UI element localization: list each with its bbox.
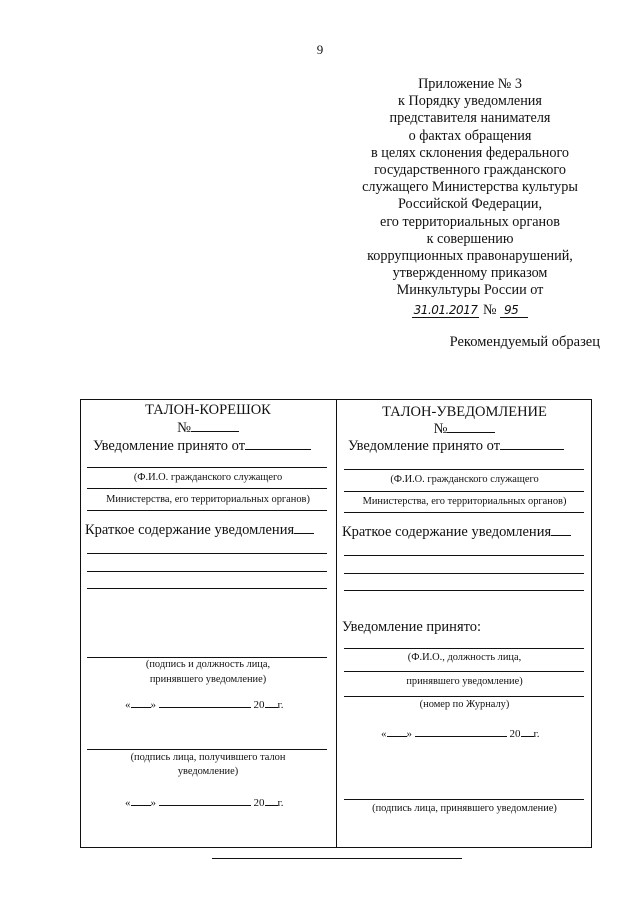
- stub-summary-line[interactable]: [87, 553, 327, 554]
- stub-ministry-line[interactable]: [87, 488, 327, 489]
- stub-number-blank[interactable]: [191, 419, 239, 432]
- month-blank[interactable]: [159, 697, 251, 708]
- quote-close: »: [150, 797, 156, 809]
- year-suffix: г.: [533, 728, 540, 740]
- notice-extra-line[interactable]: [344, 512, 584, 513]
- notice-fio-position-caption: (Ф.И.О., должность лица,: [407, 652, 522, 663]
- stub-date-2: [125, 795, 284, 809]
- notice-ministry-line[interactable]: [344, 491, 584, 492]
- stub-summary-blank[interactable]: [294, 521, 314, 534]
- notice-summary-line[interactable]: [344, 590, 584, 591]
- stub-number-label: №: [177, 420, 191, 436]
- sample-label: Рекомендуемый образец: [449, 334, 600, 350]
- notice-date: [381, 726, 540, 740]
- appendix-line: Российской Федерации,: [397, 196, 542, 213]
- stub-summary-line[interactable]: [87, 571, 327, 572]
- notice-number: [337, 420, 592, 438]
- stub-summary: [85, 521, 314, 539]
- stub-received-from-label: Уведомление принято от: [93, 438, 246, 454]
- appendix-line: служащего Министерства культуры: [362, 179, 578, 196]
- month-blank[interactable]: [415, 726, 507, 737]
- notice-received-from: [348, 437, 564, 455]
- appendix-line: его территориальных органов: [380, 213, 560, 230]
- stub-receiver-caption: уведомление): [177, 766, 239, 777]
- quote-open: «: [381, 728, 387, 740]
- notice-accepted-by-caption: принявшего уведомление): [406, 676, 523, 687]
- stub-signature-line[interactable]: [87, 657, 327, 658]
- page-bottom-line: [212, 858, 462, 859]
- order-date-number: [330, 302, 610, 319]
- appendix-line: коррупционных правонарушений,: [367, 248, 573, 265]
- year-suffix: г.: [277, 699, 284, 711]
- stub-fio-line[interactable]: [87, 467, 327, 468]
- stub-received-from-blank[interactable]: [245, 437, 311, 450]
- appendix-line: о фактах обращения: [408, 127, 532, 144]
- notice-ministry-caption: Министерства, его территориальных органов): [362, 496, 567, 507]
- year-prefix: 20: [509, 728, 521, 740]
- notice-column: [337, 399, 592, 848]
- day-blank[interactable]: [131, 697, 151, 708]
- stub-title: ТАЛОН-КОРЕШОК: [145, 402, 271, 418]
- year-blank[interactable]: [265, 795, 278, 806]
- quote-open: «: [125, 797, 131, 809]
- day-blank[interactable]: [387, 726, 407, 737]
- year-suffix: г.: [277, 797, 284, 809]
- stub-fio-caption: (Ф.И.О. гражданского служащего: [133, 472, 283, 483]
- notice-number-blank[interactable]: [447, 420, 495, 433]
- notice-accepted-by-line[interactable]: [344, 671, 584, 672]
- month-blank[interactable]: [159, 795, 251, 806]
- appendix-line: к совершению: [426, 230, 514, 247]
- quote-close: »: [406, 728, 412, 740]
- appendix-header: [330, 76, 610, 319]
- stub-receiver-caption: (подпись лица, получившего талон: [130, 752, 286, 763]
- notice-fio-line[interactable]: [344, 469, 584, 470]
- notice-number-label: №: [433, 421, 448, 437]
- notice-signature-caption: (подпись лица, принявшего уведомление): [372, 803, 557, 814]
- stub-extra-line[interactable]: [87, 510, 327, 511]
- year-prefix: 20: [253, 797, 265, 809]
- page-number: 9: [316, 42, 324, 57]
- notice-received-from-blank[interactable]: [500, 437, 564, 450]
- quote-open: «: [125, 699, 131, 711]
- order-number-label: №: [482, 301, 497, 318]
- notice-summary-blank[interactable]: [551, 523, 571, 536]
- notice-title: ТАЛОН-УВЕДОМЛЕНИЕ: [382, 404, 547, 420]
- stub-column: [80, 399, 336, 848]
- day-blank[interactable]: [131, 795, 151, 806]
- stub-receiver-line[interactable]: [87, 749, 327, 750]
- notice-journal-line[interactable]: [344, 696, 584, 697]
- notice-journal-caption: (номер по Журналу): [419, 699, 510, 710]
- notice-summary-line[interactable]: [344, 573, 584, 574]
- notice-summary-label: Краткое содержание уведомления: [342, 524, 552, 540]
- notice-signature-line[interactable]: [344, 799, 584, 800]
- notice-fio-position-line[interactable]: [344, 648, 584, 649]
- appendix-line: государственного гражданского: [374, 162, 566, 179]
- appendix-line: представителя нанимателя: [389, 110, 551, 127]
- appendix-line: утвержденному приказом: [392, 265, 548, 282]
- stub-signature-caption: (подпись и должность лица,: [145, 659, 271, 670]
- stub-date-1: [125, 697, 284, 711]
- stub-summary-label: Краткое содержание уведомления: [85, 522, 295, 538]
- order-number-handwritten: 95: [500, 303, 528, 318]
- notice-summary: [342, 523, 571, 541]
- notice-summary-line[interactable]: [344, 555, 584, 556]
- stub-signature-caption: принявшего уведомление): [149, 674, 267, 685]
- appendix-line: Приложение № 3: [418, 76, 522, 92]
- notice-fio-caption: (Ф.И.О. гражданского служащего: [390, 474, 539, 485]
- stub-ministry-caption: Министерства, его территориальных органов): [106, 494, 310, 505]
- notice-received-from-label: Уведомление принято от: [348, 438, 501, 454]
- quote-close: »: [150, 699, 156, 711]
- appendix-line: в целях склонения федерального: [370, 144, 570, 161]
- notice-accepted-label: Уведомление принято:: [342, 619, 482, 635]
- stub-summary-line[interactable]: [87, 588, 327, 589]
- year-blank[interactable]: [265, 697, 278, 708]
- stub-received-from: [93, 437, 311, 455]
- stub-number: [80, 419, 336, 437]
- year-blank[interactable]: [521, 726, 534, 737]
- order-date-handwritten: 31.01.2017: [413, 302, 478, 317]
- appendix-line: к Порядку уведомления: [398, 93, 542, 110]
- appendix-line: Минкультуры России от: [396, 282, 544, 299]
- year-prefix: 20: [253, 699, 265, 711]
